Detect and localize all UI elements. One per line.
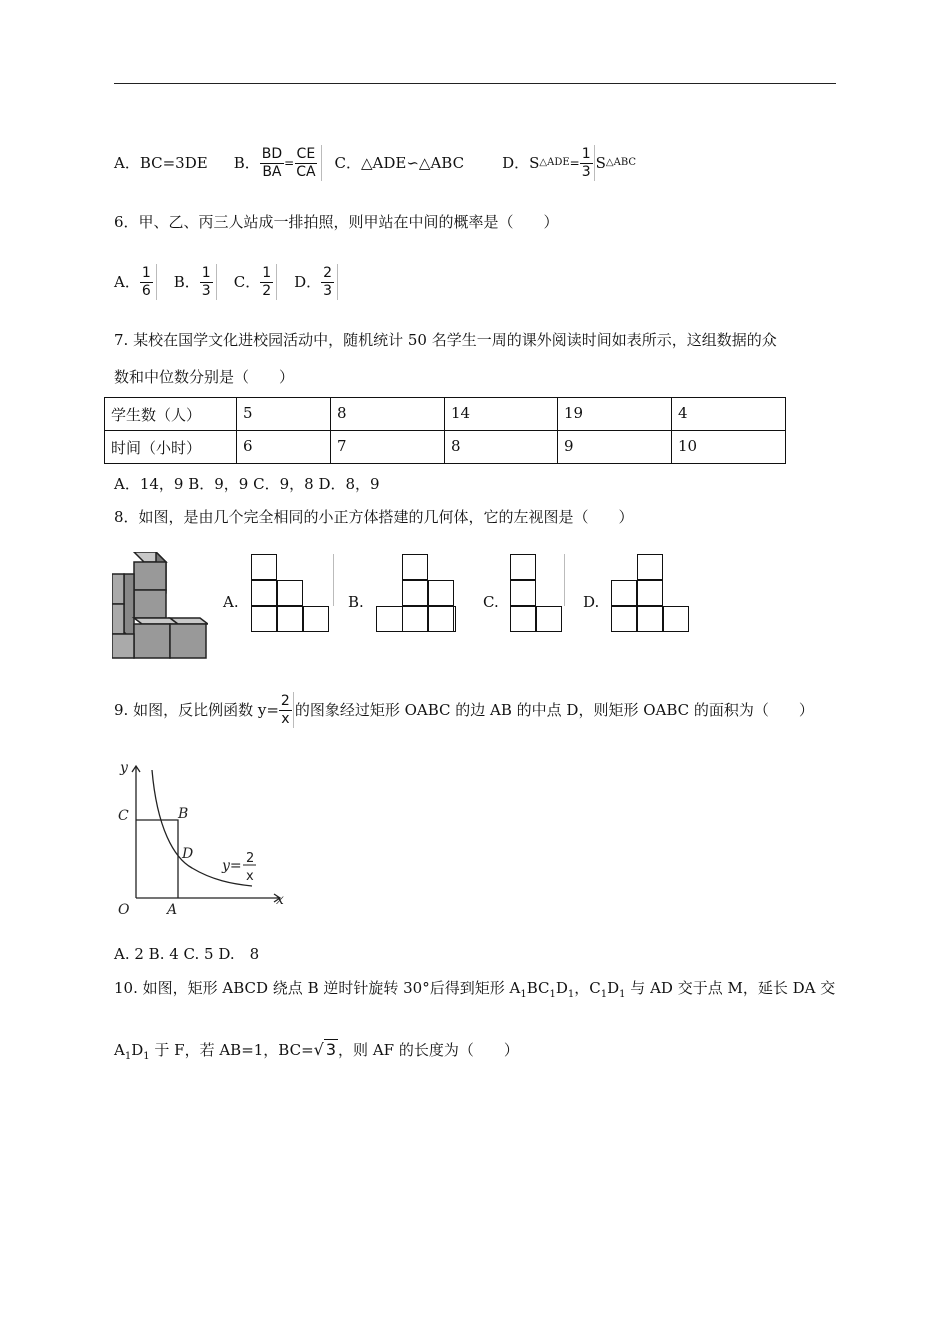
table-cell: 10 — [672, 431, 786, 464]
table-cell: 6 — [237, 431, 331, 464]
sqrt-symbol: √ 3 — [313, 1040, 337, 1059]
q8-stem: 8．如图，是由几个完全相同的小正方体搭建的几何体，它的左视图是（ ） — [114, 508, 634, 526]
q6-options: A． $\frac{1}{6}$ B． $\frac{1}{3}$ C． $\frac{1}{2}$ D． $\frac{2}{3}$ — [114, 262, 341, 302]
graph-origin-label: O — [118, 902, 130, 918]
graph-a-label: A — [167, 902, 178, 918]
q10-line1: 10. 如图，矩形 ABCD 绕点 B 逆时针旋转 30°后得到矩形 $A_1BC_1D_1$，$C_1D_1$ 与 AD 交于点 M，延长 DA 交 — [114, 979, 836, 1000]
q5-option-d-label: D．S — [502, 154, 540, 172]
q6-stem: 6．甲、乙、丙三人站成一排拍照，则甲站在中间的概率是（ ） — [114, 213, 559, 231]
q6-option-d-frac: $\frac{2}{3}$ — [323, 264, 333, 299]
q8-label-a: A. — [223, 593, 239, 611]
q8-label-d: D. — [583, 593, 600, 611]
table-cell: 8 — [331, 398, 445, 431]
table-cell: 19 — [558, 398, 672, 431]
table-cell: 4 — [672, 398, 786, 431]
graph-curve-label: y= — [222, 858, 242, 874]
graph-b-label: B — [178, 806, 189, 822]
q8-label-c: C. — [483, 593, 499, 611]
q6-option-c-frac: $\frac{1}{2}$ — [262, 264, 272, 299]
q6-option-a-frac: $\frac{1}{6}$ — [141, 264, 151, 299]
q6-option-b-frac: $\frac{1}{3}$ — [201, 264, 211, 299]
q7-options: A．14，9 B．9，9 C．9，8 D．8，9 — [114, 475, 380, 493]
graph-c-label: C — [118, 808, 129, 824]
table-cell: 9 — [558, 431, 672, 464]
q5-option-c: C．△ADE∽△ABC — [334, 154, 465, 172]
graph-y-label: y — [120, 760, 128, 776]
q10-line2: $A_1D_1$ 于 F，若 AB=1，BC=√ 3 ，则 AF 的长度为（ ） — [114, 1040, 519, 1062]
graph-d-label: D — [182, 846, 194, 862]
q5-options: A．BC=3DE B． $\frac{BD}{BA}$ = $\frac{CE}{CA}$ C．△ADE∽△ABC D．S △ADE = $\frac{1}{3}$ S △ABC — [114, 145, 637, 180]
graph-rectangle — [136, 820, 178, 898]
q5-option-d-frac: $\frac{1}{3}$ — [581, 145, 591, 180]
q7-stem-line2: 数和中位数分别是（ ） — [114, 368, 295, 386]
q9-graph — [112, 758, 287, 923]
graph-curve-den: x — [246, 869, 254, 884]
q5-option-b-frac2: $\frac{CE}{CA}$ — [296, 145, 316, 180]
table-cell: 8 — [445, 431, 558, 464]
q5-option-b-label: B． — [233, 154, 260, 172]
table-cell: 14 — [445, 398, 558, 431]
q8-solid-figure — [112, 552, 208, 660]
q9-stem-frac: $\frac{2}{x}$ — [280, 692, 290, 727]
header-rule — [114, 83, 836, 84]
q5-option-b-frac1: $\frac{BD}{BA}$ — [261, 145, 283, 180]
table-row — [105, 398, 786, 431]
q9-options: A. 2 B. 4 C. 5 D. 8 — [114, 945, 260, 963]
q7-data-table — [104, 397, 786, 464]
graph-x-label: x — [276, 892, 284, 908]
q5-option-a: A．BC=3DE — [114, 154, 208, 172]
q9-stem: 9. 如图，反比例函数 y= $\frac{2}{x}$ 的图象经过矩形 OABC 的边 AB 的中点 D，则矩形 OABC 的面积为（ ） — [114, 692, 814, 727]
q8-label-b: B. — [348, 593, 364, 611]
table-cell: 时间（小时） — [105, 431, 237, 464]
table-cell: 7 — [331, 431, 445, 464]
table-cell: 5 — [237, 398, 331, 431]
graph-curve-num: 2 — [246, 851, 255, 866]
q7-stem-line1: 7. 某校在国学文化进校园活动中，随机统计 50 名学生一周的课外阅读时间如表所示，这组数据的众 — [114, 331, 777, 349]
table-row — [105, 431, 786, 464]
table-cell: 学生数（人） — [105, 398, 237, 431]
